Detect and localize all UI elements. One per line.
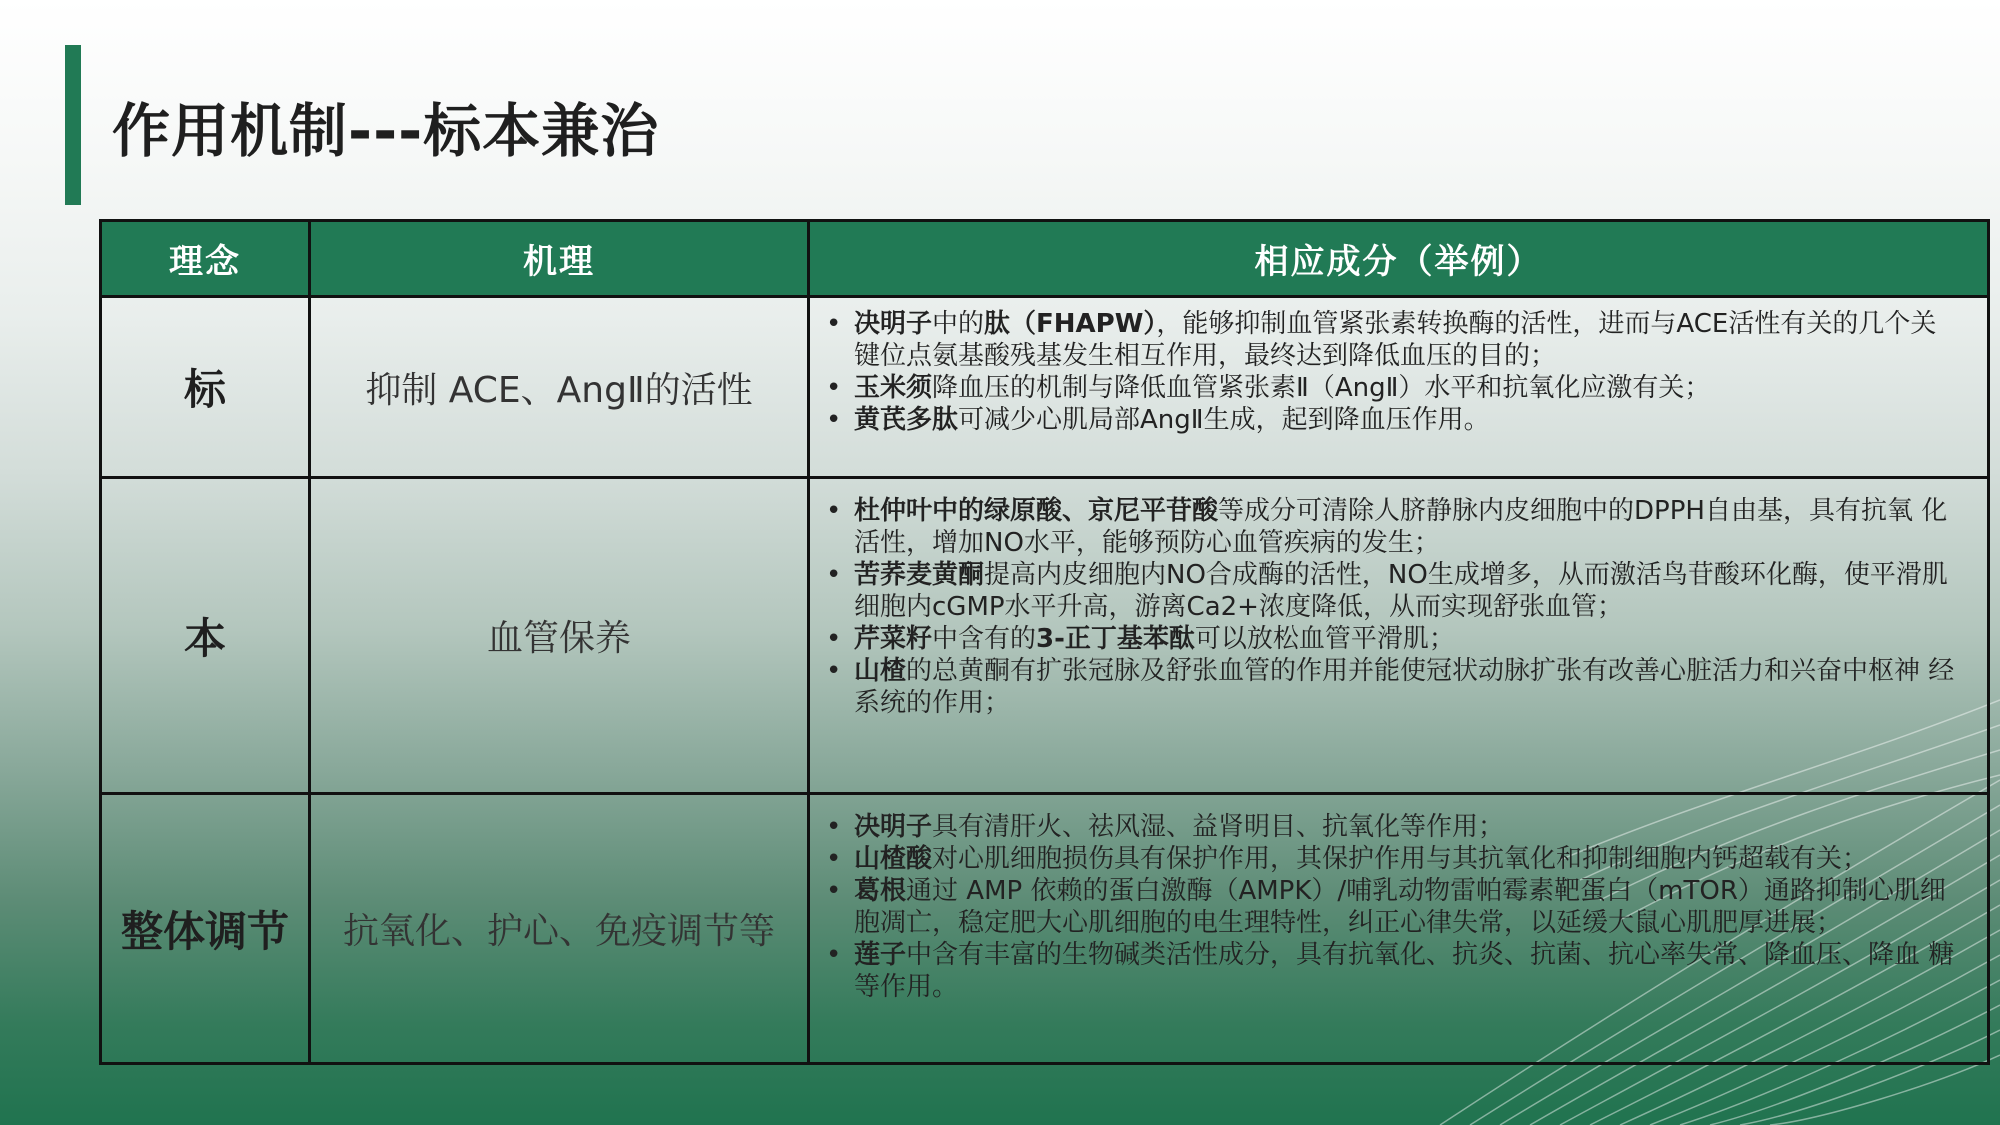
ingredient-list [810, 308, 1987, 436]
ingredient-list [810, 811, 1987, 1003]
ingredient-name-secondary: 肽（FHAPW） [984, 309, 1157, 339]
table-row [101, 297, 1989, 478]
ingredient-name: 山楂 [854, 656, 907, 686]
ingredient-text: 降血压的机制与降低血管紧张素Ⅱ（AngⅡ）水平和抗氧化应激有关； [932, 373, 1711, 403]
ingredient-text: 中的 [932, 309, 985, 339]
ingredient-item [826, 811, 1957, 843]
ingredient-text: 通过 AMP 依赖的蛋白激酶（AMPK）/哺乳动物雷帕霉素靶蛋白（mTOR）通路抑制心肌细胞凋亡，稳定肥大心肌细胞的电生理特性，纠正心律失常，以延缓大鼠心肌肥厚进展； [854, 876, 1946, 938]
ingredient-name: 芹菜籽 [854, 624, 933, 654]
ingredient-name-secondary: 3-正丁基苯酞 [1036, 624, 1195, 654]
ingredient-name: 决明子 [854, 309, 933, 339]
header-mechanism: 机理 [310, 221, 809, 297]
ingredient-name: 山楂酸 [854, 844, 933, 874]
ingredient-list [810, 495, 1987, 719]
concept-cell: 标 [101, 297, 310, 478]
mechanism-table [99, 219, 1990, 1065]
ingredient-text: 中含有丰富的生物碱类活性成分，具有抗氧化、抗炎、抗菌、抗心率失常、降血压、降血 糖等作用。 [854, 940, 1955, 1002]
ingredient-name: 黄芪多肽 [854, 405, 959, 435]
ingredient-text-rest: ，能够抑制血管紧张素转换酶的活性，进而与ACE活性有关的几个关键位点氨基酸残基发生相互作用，最终达到降低血压的目的； [854, 309, 1937, 371]
ingredients-cell [809, 794, 1989, 1064]
ingredient-item [826, 623, 1957, 655]
ingredient-text-rest: 可以放松血管平滑肌； [1194, 624, 1455, 654]
mechanism-cell: 抗氧化、护心、免疫调节等 [310, 794, 809, 1064]
header-concept: 理念 [101, 221, 310, 297]
ingredient-name: 决明子 [854, 812, 933, 842]
ingredient-name: 葛根 [854, 876, 907, 906]
ingredient-item [826, 495, 1957, 559]
ingredient-item [826, 939, 1957, 1003]
table-row [101, 478, 1989, 794]
ingredient-text: 提高内皮细胞内NO合成酶的活性，NO生成增多，从而激活鸟苷酸环化酶，使平滑肌细胞内cGMP水平升高，游离Ca2+浓度降低，从而实现舒张血管； [854, 560, 1948, 622]
page-title: 作用机制---标本兼治 [112, 97, 660, 165]
ingredient-item [826, 875, 1957, 939]
ingredients-cell [809, 297, 1989, 478]
ingredient-text: 的总黄酮有扩张冠脉及舒张血管的作用并能使冠状动脉扩张有改善心脏活力和兴奋中枢神 经系统的作用； [854, 656, 1955, 718]
ingredient-text: 具有清肝火、祛风湿、益肾明目、抗氧化等作用； [932, 812, 1505, 842]
ingredient-item [826, 372, 1957, 404]
ingredients-cell [809, 478, 1989, 794]
ingredient-name: 杜仲叶中的绿原酸、京尼平苷酸 [854, 496, 1219, 526]
mechanism-cell: 抑制 ACE、AngⅡ的活性 [310, 297, 809, 478]
table-row [101, 794, 1989, 1064]
header-ingredients: 相应成分（举例） [809, 221, 1989, 297]
ingredient-item [826, 843, 1957, 875]
ingredient-item [826, 559, 1957, 623]
ingredient-text: 可减少心肌局部AngⅡ生成，起到降血压作用。 [958, 405, 1490, 435]
ingredient-text: 中含有的 [932, 624, 1037, 654]
ingredient-name: 玉米须 [854, 373, 933, 403]
concept-cell: 本 [101, 478, 310, 794]
mechanism-cell: 血管保养 [310, 478, 809, 794]
ingredient-item [826, 308, 1957, 372]
ingredient-name: 苦荞麦黄酮 [854, 560, 985, 590]
concept-cell: 整体调节 [101, 794, 310, 1064]
ingredient-item [826, 655, 1957, 719]
title-accent-bar [65, 45, 81, 205]
ingredient-text: 等成分可清除人脐静脉内皮细胞中的DPPH自由基，具有抗氧 化活性，增加NO水平，能够预防心血管疾病的发生； [854, 496, 1948, 558]
ingredient-item [826, 404, 1957, 436]
table-header-row [101, 221, 1989, 297]
ingredient-text: 对心肌细胞损伤具有保护作用，其保护作用与其抗氧化和抑制细胞内钙超载有关； [932, 844, 1869, 874]
ingredient-name: 莲子 [854, 940, 907, 970]
